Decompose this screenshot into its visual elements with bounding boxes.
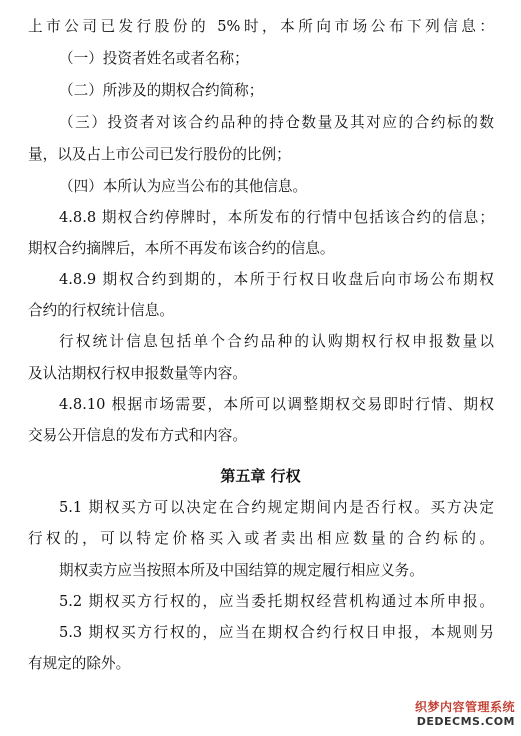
article-4-8-10-continued: 交易公开信息的发布方式和内容。 [28,427,247,444]
statistics-paragraph-continued: 及认沽期权行权申报数量等内容。 [28,365,247,382]
list-item-3-continued: 量，以及占上市公司已发行股份的比例； [28,146,291,163]
seller-obligation-paragraph: 期权卖方应当按照本所及中国结算的规定履行相应义务。 [59,562,424,579]
article-4-8-9-continued: 合约的行权统计信息。 [28,302,174,319]
list-item-1: （一）投资者姓名或者名称； [59,50,249,67]
article-4-8-9: 4.8.9 期权合约到期的，本所于行权日收盘后向市场公布期权 [59,271,494,288]
list-item-4: （四）本所认为应当公布的其他信息。 [59,178,308,195]
article-5-3: 5.3 期权买方行权的，应当在期权合约行权日申报，本规则另 [59,624,494,641]
article-4-8-8-continued: 期权合约摘牌后，本所不再发布该合约的信息。 [28,240,335,257]
article-5-1-continued: 行权的，可以特定价格买入或者卖出相应数量的合约标的。 [28,530,494,547]
watermark-line-2: DEDECMS.COM [416,715,515,728]
watermark-logo [415,698,515,728]
article-5-2: 5.2 期权买方行权的，应当委托期权经营机构通过本所申报。 [59,593,494,610]
paragraph-line: 上市公司已发行股份的 5%时，本所向市场公布下列信息： [28,18,494,35]
article-5-3-continued: 有规定的除外。 [28,655,131,672]
list-item-3: （三）投资者对该合约品种的持仓数量及其对应的合约标的数 [59,114,494,131]
article-4-8-8: 4.8.8 期权合约停牌时，本所发布的行情中包括该合约的信息； [59,209,494,226]
statistics-paragraph: 行权统计信息包括单个合约品种的认购期权行权申报数量以 [59,333,494,350]
watermark-line-1: 织梦内容管理系统 [414,700,515,714]
list-item-2: （二）所涉及的期权合约简称； [59,82,264,99]
chapter-title: 第五章 行权 [220,467,301,485]
article-5-1: 5.1 期权买方可以决定在合约规定期间内是否行权。买方决定 [59,499,494,516]
article-4-8-10: 4.8.10 根据市场需要，本所可以调整期权交易即时行情、期权 [59,396,494,413]
